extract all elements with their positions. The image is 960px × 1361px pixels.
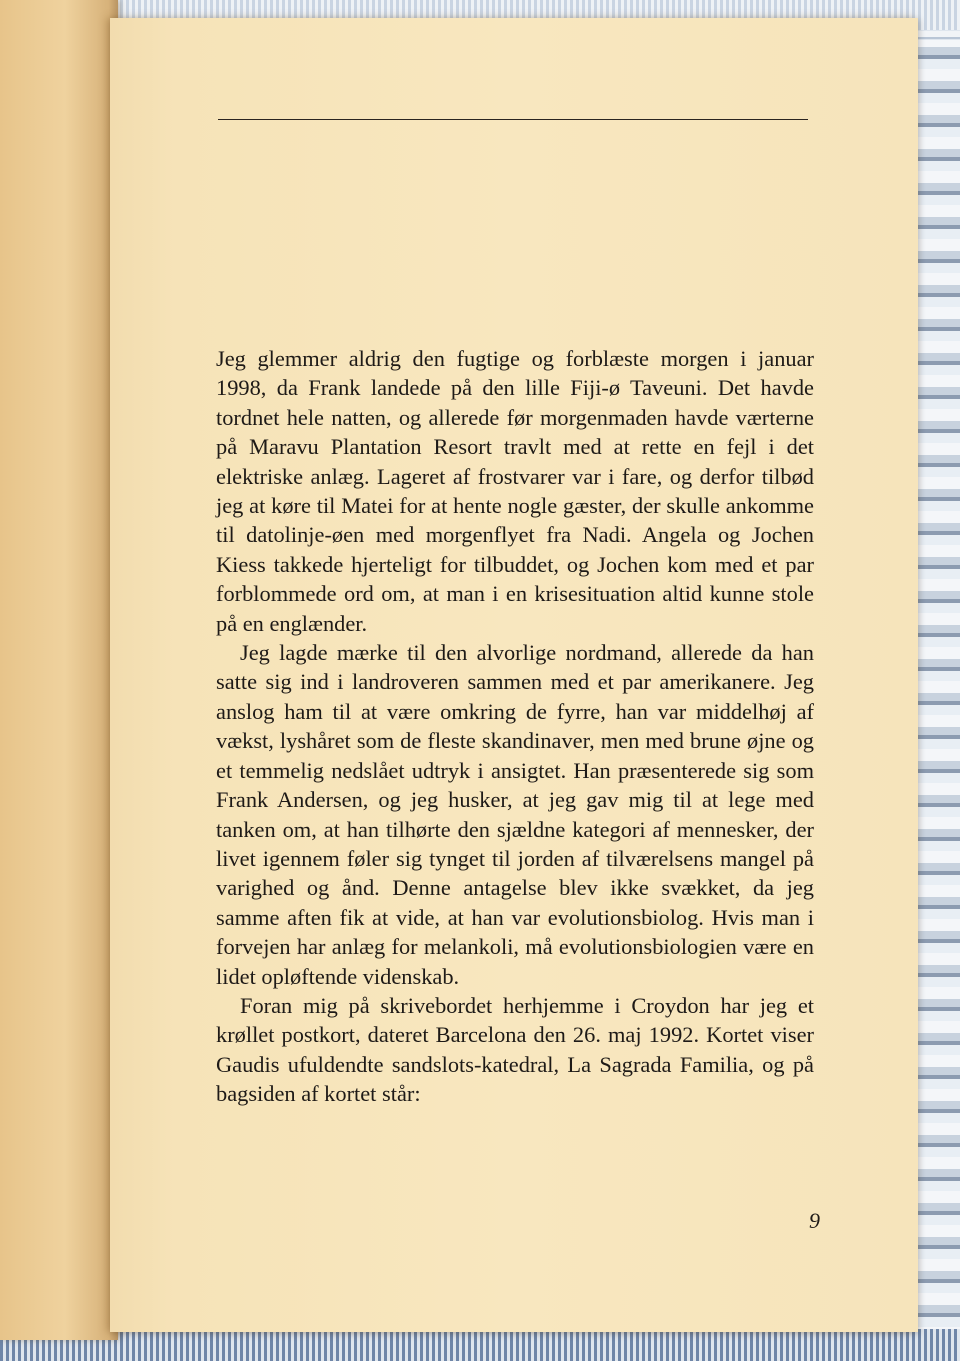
book-page bbox=[110, 18, 918, 1332]
paragraph-2: Jeg lagde mærke til den alvorlige nordmand, allerede da han satte sig ind i landroveren sammen med et par amerikanere. Jeg anslog ham til at være omkring de fyrre, han var middelhøj af vækst, lyshåret som de fleste skandinaver, men med brune øjne og et temmelig nedslået udtryk i ansigtet. Han præsenterede sig som Frank Andersen, og jeg husker, at jeg gav mig til at lege med tanken om, at han tilhørte den sjældne kategori af mennesker, der livet igennem føler sig tynget til jorden af tilværelsens mangel på varighed og ånd. Denne antagelse blev ikke svækket, da jeg samme aften fik at vide, at han var evolutionsbiolog. Hvis man i forvejen har anlæg for melankoli, må evolutionsbiologien være en lidet opløftende videnskab. bbox=[216, 640, 814, 989]
background-cloth-bottom bbox=[0, 1329, 960, 1361]
paragraph-1: Jeg glemmer aldrig den fugtige og forblæste morgen i januar 1998, da Frank landede på den lille Fiji-ø Taveuni. Det havde tordnet hele natten, og allerede før morgenmaden havde værterne på Maravu Plantation Resort travlt med at rette en fejl i det elektriske anlæg. Lageret af frostvarer var i fare, og derfor tilbød jeg at køre til Matei for at hente nogle gæster, der skulle ankomme til datolinje-øen med morgenflyet fra Nadi. Angela og Jochen Kiess takkede hjerteligt for tilbuddet, og Jochen kom med et par forblommede ord om, at man i en krisesituation altid kunne stole på en englænder. bbox=[216, 346, 814, 636]
page-number: 9 bbox=[809, 1208, 820, 1233]
header-rule bbox=[218, 119, 808, 120]
body-text bbox=[216, 344, 814, 1109]
paragraph-3: Foran mig på skrivebordet herhjemme i Croydon har jeg et krøllet postkort, dateret Barcelona den 26. maj 1992. Kortet viser Gaudis ufuldendte sandslots-katedral, La Sagrada Familia, og på bagsiden af kortet står: bbox=[216, 992, 814, 1107]
facing-page-edge bbox=[0, 0, 118, 1340]
